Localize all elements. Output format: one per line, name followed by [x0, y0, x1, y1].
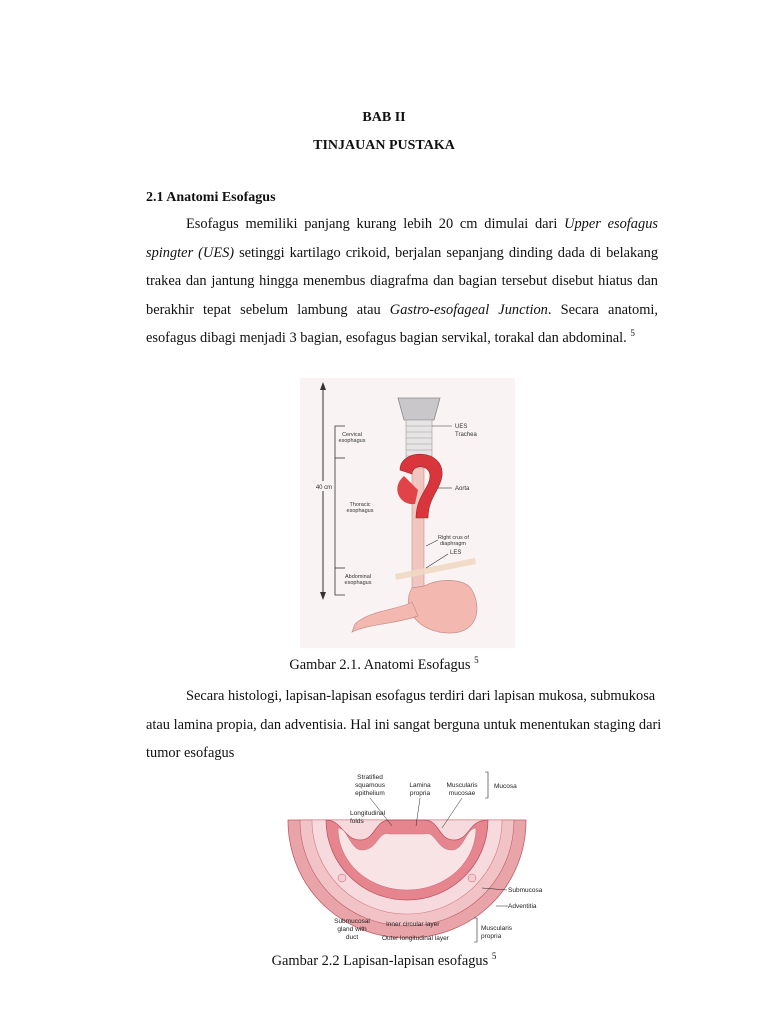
label-musc-propria-2: propria: [481, 933, 502, 940]
label-longitudinal-2: folds: [350, 818, 364, 825]
label-inner-circular: Inner circular layer: [386, 921, 440, 928]
label-stratified-3: epithelium: [355, 790, 385, 797]
label-cervical-1: Cervical: [342, 432, 362, 438]
label-outer-longitudinal: Outer longitudinal layer: [382, 935, 449, 942]
label-lamina-1: Lamina: [409, 782, 431, 789]
chapter-number: BAB II: [362, 110, 406, 125]
label-longitudinal-1: Longitudinal: [350, 810, 386, 817]
section-heading: 2.1 Anatomi Esofagus: [146, 190, 276, 205]
label-gland-2: gland with: [337, 926, 367, 933]
figure2-caption: Gambar 2.2 Lapisan-lapisan esofagus $^5$: [271, 951, 497, 969]
label-gland-1: Submucosal: [334, 918, 370, 925]
label-trachea: Trachea: [455, 432, 477, 438]
label-thoracic-1: Thoracic: [349, 502, 371, 508]
label-abdominal-2: esophagus: [344, 580, 372, 586]
esophagus-layers-figure: [282, 768, 543, 948]
label-submucosa: Submucosa: [508, 887, 543, 894]
label-musc-propria-1: Muscularis: [481, 925, 513, 932]
label-musc-mucosae-1: Muscularis: [446, 782, 478, 789]
paragraph-histology: Secara histologi, lapisan-lapisan esofagus terdiri dari lapisan mukosa, submukosa atau lamina propia, dan adventisia. Hal ini sangat berguna untuk menentukan staging dari tumor esofagus: [146, 688, 662, 761]
label-crus-1: Right crus of: [438, 535, 469, 541]
label-aorta: Aorta: [455, 486, 470, 492]
label-ues: UES: [455, 424, 468, 430]
label-length: 40 cm: [315, 485, 333, 491]
label-thoracic-2: esophagus: [346, 508, 374, 514]
label-les: LES: [450, 550, 462, 556]
label-gland-3: duct: [345, 934, 359, 941]
label-crus-2: diaphragm: [440, 541, 466, 547]
label-stratified-2: squamous: [355, 782, 385, 789]
label-musc-mucosae-2: mucosae: [448, 790, 476, 797]
chapter-title: TINJAUAN PUSTAKA: [313, 138, 455, 153]
label-adventitia: Adventitia: [508, 903, 537, 910]
figure1-caption: Gambar 2.1. Anatomi Esofagus $^5$: [289, 655, 479, 673]
label-cervical-2: esophagus: [338, 438, 366, 444]
paragraph-anatomy: Esofagus memiliki panjang kurang lebih 20 cm dimulai dari Upper esofagus spingter (UES) setinggi kartilago crikoid, berjalan sepanjang dinding dada di belakang trakea dan jantung hingga menembus diagrafma dan bagian tersebut disebut hiatus dan berakhir tepat sebelum lambung atau Gastro-esofageal Junction. Secara anatomi, esofagus dibagi menjadi 3 bagian, esofagus bagian servikal, torakal dan abdominal. $^5$: [146, 216, 659, 346]
label-abdominal-1: Abdominal: [345, 574, 371, 580]
label-lamina-2: propria: [409, 790, 431, 797]
esophagus-anatomy-figure: [300, 378, 515, 648]
label-mucosa: Mucosa: [494, 783, 517, 790]
label-stratified-1: Stratified: [357, 774, 383, 781]
